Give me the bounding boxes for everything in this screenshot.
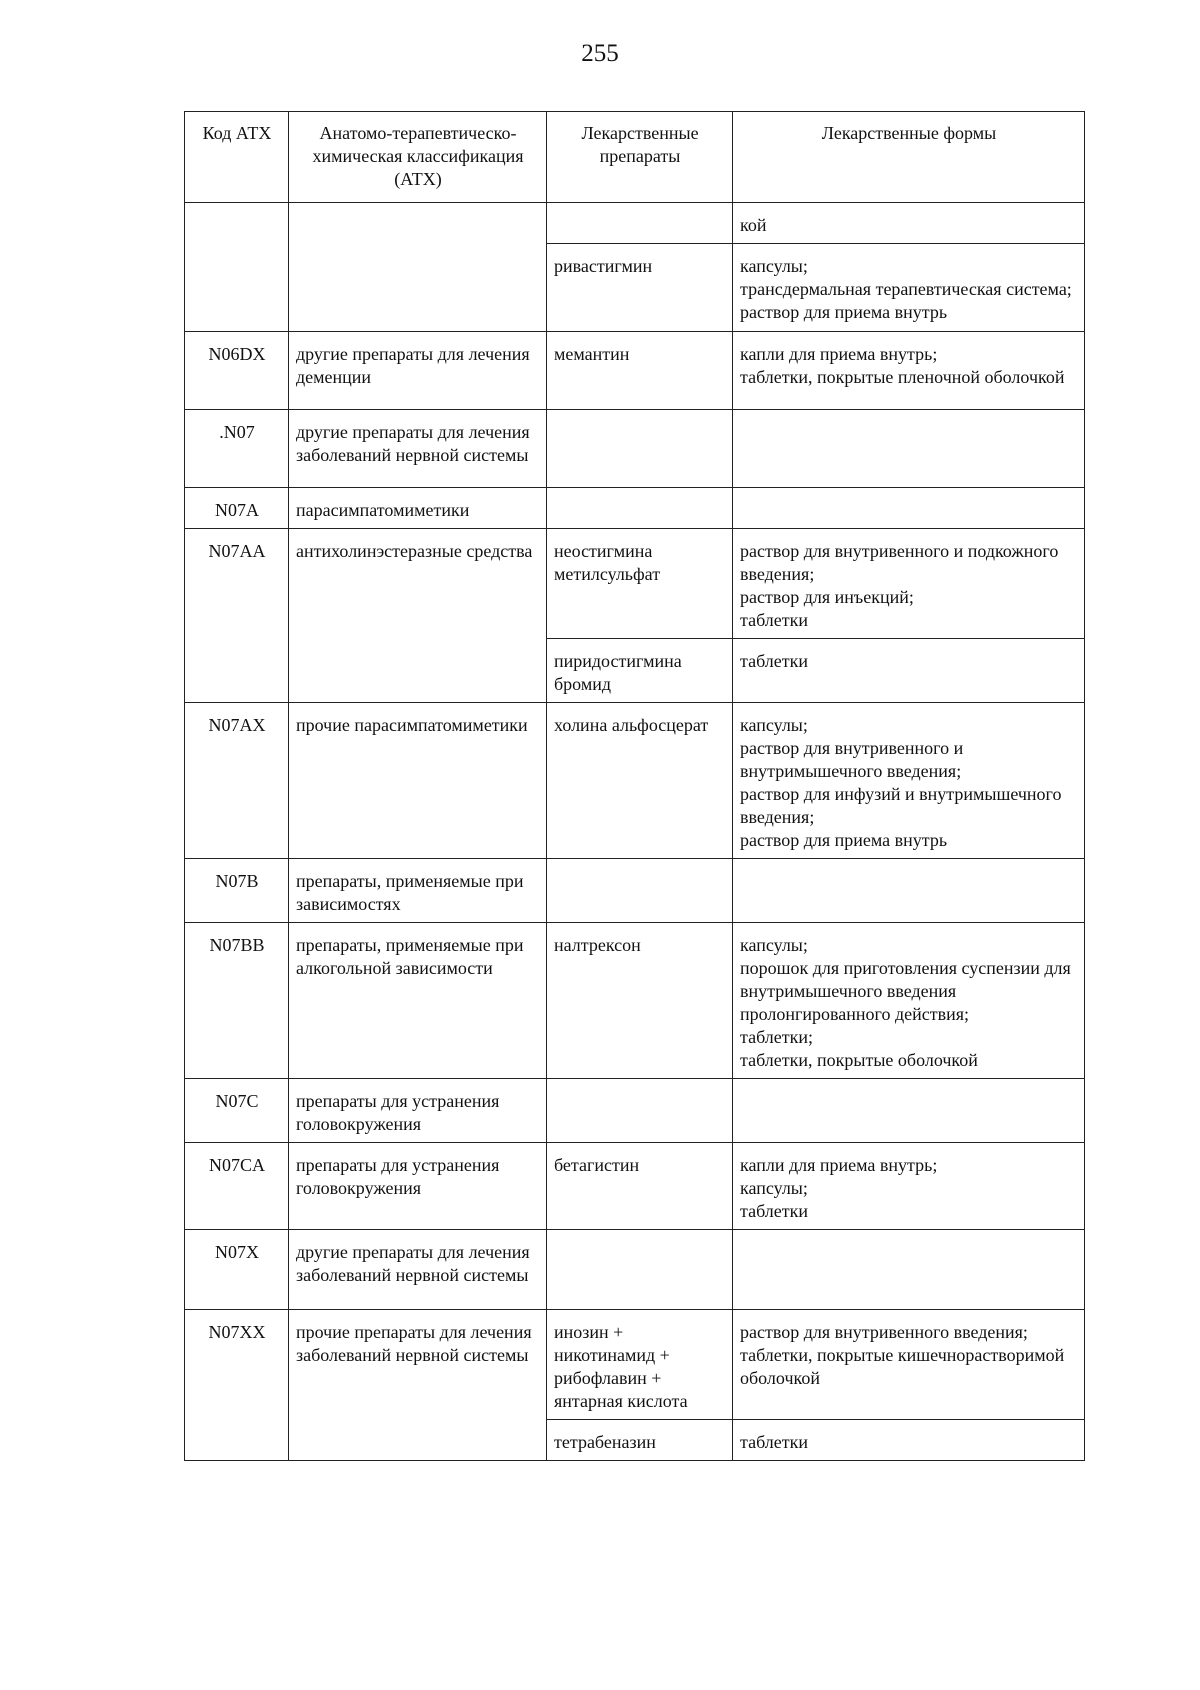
- page-number: 255: [581, 40, 619, 67]
- atx-classification-cell: препараты для устранения головокружения: [289, 1079, 547, 1143]
- drug-name-cell: ривастигмин: [547, 244, 733, 332]
- table-row: [185, 488, 1085, 529]
- table-row: [185, 923, 1085, 1079]
- atx-classification-cell: препараты для устранения головокружения: [289, 1143, 547, 1230]
- drug-name-cell: пиридостигмина бромид: [547, 639, 733, 703]
- drug-name-cell: бетагистин: [547, 1143, 733, 1230]
- atx-code-cell: N07C: [185, 1079, 289, 1143]
- dosage-form-item: таблетки, покрытые кишечнорастворимой оболочкой: [740, 1345, 1065, 1388]
- dosage-forms-cell: [733, 639, 1085, 703]
- table-row: [185, 703, 1085, 859]
- dosage-forms-cell: [733, 1420, 1085, 1461]
- dosage-form-item: таблетки, покрытые оболочкой: [740, 1050, 978, 1070]
- column-header-classification: Анатомо-терапевтическо-химическая классификация (АТХ): [289, 112, 547, 203]
- atx-classification-cell: другие препараты для лечения заболеваний нервной системы: [289, 410, 547, 488]
- atx-code-cell: N07BB: [185, 923, 289, 1079]
- dosage-forms-cell: [733, 410, 1085, 488]
- atx-classification-cell: [289, 203, 547, 332]
- table-row: [185, 1079, 1085, 1143]
- dosage-forms-cell: [733, 203, 1085, 244]
- atx-classification-cell: препараты, применяемые при зависимостях: [289, 859, 547, 923]
- dosage-form-item: таблетки;: [740, 1027, 814, 1047]
- atx-code-cell: N07AX: [185, 703, 289, 859]
- atx-code-cell: N07A: [185, 488, 289, 529]
- atx-classification-cell: парасимпатомиметики: [289, 488, 547, 529]
- drug-name-cell: [547, 410, 733, 488]
- table-row: [185, 1310, 1085, 1420]
- dosage-form-item: порошок для приготовления суспензии для внутримышечного введения пролонгированного действия;: [740, 958, 1071, 1024]
- dosage-form-item: капсулы;: [740, 1178, 808, 1198]
- column-header-code: Код АТХ: [185, 112, 289, 203]
- atx-classification-cell: препараты, применяемые при алкогольной зависимости: [289, 923, 547, 1079]
- dosage-forms-cell: [733, 1079, 1085, 1143]
- dosage-form-item: раствор для инъекций;: [740, 587, 914, 607]
- dosage-forms-cell: [733, 244, 1085, 332]
- drug-name-cell: холина альфосцерат: [547, 703, 733, 859]
- table-row: [185, 203, 1085, 244]
- atx-code-cell: N06DX: [185, 332, 289, 410]
- atx-classification-cell: другие препараты для лечения деменции: [289, 332, 547, 410]
- drug-name-cell: [547, 859, 733, 923]
- dosage-form-item: раствор для приема внутрь: [740, 830, 948, 850]
- drug-name-cell: [547, 1230, 733, 1310]
- dosage-form-item: раствор для инфузий и внутримышечного введения;: [740, 784, 1062, 827]
- drug-name-cell: [547, 488, 733, 529]
- dosage-form-item: капли для приема внутрь;: [740, 1155, 938, 1175]
- dosage-form-item: капсулы;: [740, 715, 808, 735]
- dosage-forms-cell: [733, 1310, 1085, 1420]
- table-body: [185, 203, 1085, 1461]
- dosage-forms-cell: [733, 1230, 1085, 1310]
- dosage-forms-cell: [733, 859, 1085, 923]
- dosage-form-item: кой: [740, 215, 767, 235]
- table-header-row: [185, 112, 1085, 203]
- atx-code-cell: N07B: [185, 859, 289, 923]
- drug-name-cell: [547, 1079, 733, 1143]
- dosage-forms-cell: [733, 332, 1085, 410]
- dosage-forms-cell: [733, 923, 1085, 1079]
- drug-name-cell: неостигмина метилсульфат: [547, 529, 733, 639]
- dosage-form-item: раствор для внутривенного и внутримышечного введения;: [740, 738, 964, 781]
- atx-classification-cell: прочие парасимпатомиметики: [289, 703, 547, 859]
- atx-code-cell: N07CA: [185, 1143, 289, 1230]
- atx-table: [184, 111, 1085, 1461]
- dosage-form-item: капли для приема внутрь;: [740, 344, 938, 364]
- drug-name-cell: [547, 203, 733, 244]
- atx-code-cell: [185, 203, 289, 332]
- dosage-form-item: раствор для внутривенного и подкожного введения;: [740, 541, 1059, 584]
- atx-classification-cell: прочие препараты для лечения заболеваний нервной системы: [289, 1310, 547, 1461]
- dosage-forms-cell: [733, 529, 1085, 639]
- atx-code-cell: N07AA: [185, 529, 289, 703]
- dosage-form-item: таблетки: [740, 1432, 809, 1452]
- table-row: [185, 1143, 1085, 1230]
- dosage-form-item: капсулы;: [740, 935, 808, 955]
- dosage-form-item: таблетки: [740, 610, 809, 630]
- column-header-drugs: Лекарственные препараты: [547, 112, 733, 203]
- table-row: [185, 1230, 1085, 1310]
- drug-name-cell: мемантин: [547, 332, 733, 410]
- table-row: [185, 410, 1085, 488]
- dosage-form-item: таблетки: [740, 1201, 809, 1221]
- drug-name-cell: тетрабеназин: [547, 1420, 733, 1461]
- atx-classification-cell: другие препараты для лечения заболеваний нервной системы: [289, 1230, 547, 1310]
- dosage-form-item: таблетки, покрытые пленочной оболочкой: [740, 367, 1065, 387]
- drug-name-cell: налтрексон: [547, 923, 733, 1079]
- dosage-form-item: раствор для приема внутрь: [740, 302, 948, 322]
- atx-code-cell: N07XX: [185, 1310, 289, 1461]
- atx-code-cell: N07X: [185, 1230, 289, 1310]
- dosage-form-item: трансдермальная терапевтическая система;: [740, 279, 1072, 299]
- dosage-forms-cell: [733, 488, 1085, 529]
- atx-classification-cell: антихолинэстеразные средства: [289, 529, 547, 703]
- column-header-forms: Лекарственные формы: [733, 112, 1085, 203]
- dosage-forms-cell: [733, 703, 1085, 859]
- dosage-form-item: капсулы;: [740, 256, 808, 276]
- dosage-form-item: раствор для внутривенного введения;: [740, 1322, 1028, 1342]
- atx-code-cell: .N07: [185, 410, 289, 488]
- dosage-form-item: таблетки: [740, 651, 809, 671]
- drug-name-cell: инозин + никотинамид + рибофлавин + янтарная кислота: [547, 1310, 733, 1420]
- table-row: [185, 859, 1085, 923]
- table-row: [185, 529, 1085, 639]
- dosage-forms-cell: [733, 1143, 1085, 1230]
- table-row: [185, 332, 1085, 410]
